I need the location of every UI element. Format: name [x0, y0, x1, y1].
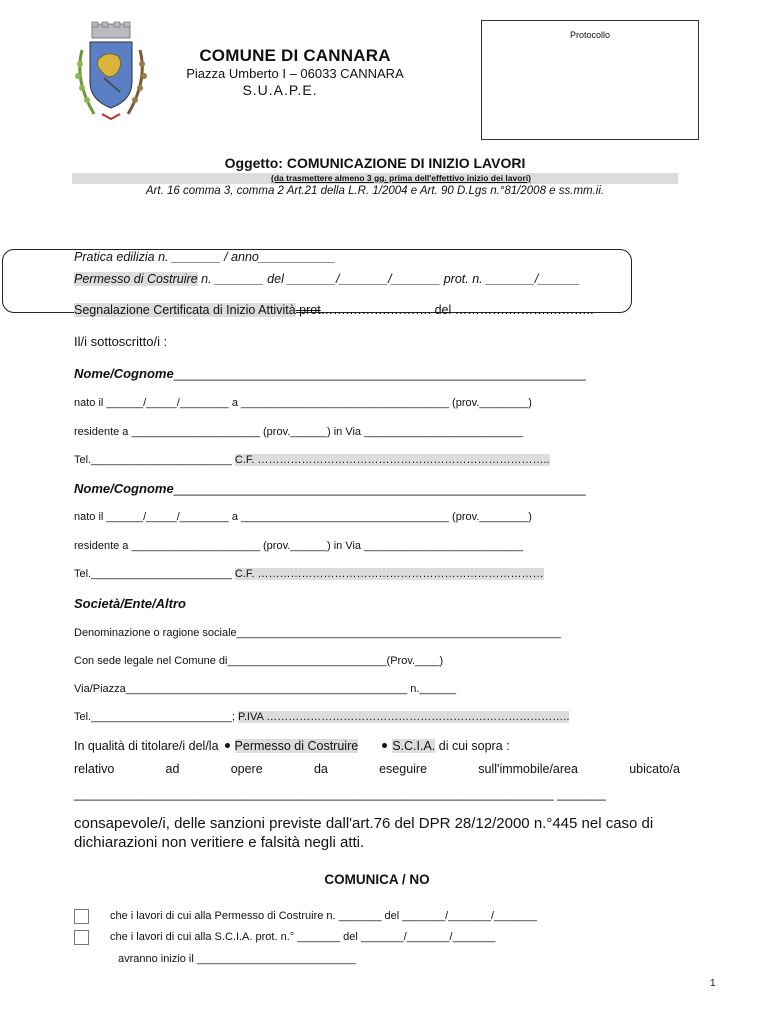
person2-name-row — [74, 481, 586, 496]
relative-word: opere — [230, 762, 263, 776]
capacity-option-permit: Permesso di Costruire — [234, 739, 359, 753]
permit-checkbox[interactable] — [74, 909, 89, 924]
office-name: S.U.A.P.E. — [242, 82, 318, 98]
person2-contacts — [74, 568, 544, 580]
person2-tel: Tel._______________________ — [74, 568, 235, 580]
person1-residence: residente a _____________________ (prov.______) in Via __________________________ — [74, 426, 524, 438]
scia-label: Segnalazione Certificata di Inizio Attività — [74, 303, 296, 317]
company-street: Via/Piazza______________________________________________ n.______ — [74, 683, 457, 695]
person2-birth: nato il ______/_____/________ a __________________________________ (prov.________) — [74, 511, 532, 523]
company-piva: P.IVA ……………………………………………………………………….. — [237, 711, 570, 723]
scia-checkbox[interactable] — [74, 930, 89, 945]
company-seat: Con sede legale nel Comune di__________________________(Prov.____) — [74, 655, 444, 667]
scia-check-text: che i lavori di cui alla S.C.I.A. prot. n.° _______ del _______/_______/_______ — [110, 931, 496, 943]
comunica-heading: COMUNICA / NO — [324, 872, 430, 887]
address-field: _____________________________________________________________________ _______ — [74, 787, 606, 801]
company-tel: Tel._______________________; — [74, 711, 238, 723]
capacity-line — [74, 739, 510, 753]
relative-word: eseguire — [379, 762, 428, 776]
permit-line — [74, 272, 580, 286]
person2-cf: C.F. …………………………………………………………………… — [234, 568, 544, 580]
capacity-suffix: di cui sopra : — [435, 739, 510, 753]
relative-word: relativo — [74, 762, 115, 776]
person2-residence: residente a _____________________ (prov.______) in Via __________________________ — [74, 540, 524, 552]
scia-fields: …….……….………. del ………….……….……….. — [320, 303, 594, 317]
subject-title: Oggetto: COMUNICAZIONE DI INIZIO LAVORI — [224, 155, 526, 171]
person2-name-label: Nome/Cognome — [74, 481, 174, 496]
capacity-option-scia: S.C.I.A. — [392, 739, 436, 753]
company-contacts — [74, 711, 569, 723]
protocol-label: Protocollo — [569, 30, 611, 40]
company-label: Società/Ente/Altro — [74, 596, 186, 611]
relative-word: ubicato/a — [629, 762, 680, 776]
relative-word: da — [313, 762, 328, 776]
person1-name-row — [74, 366, 586, 381]
practice-number-line: Pratica edilizia n. _______ / anno___________ — [74, 250, 336, 264]
relative-line — [74, 762, 680, 776]
person1-cf: C.F. …………………………………………………………………….. — [234, 454, 550, 466]
permit-label: Permesso di Costruire — [74, 272, 198, 286]
person1-birth: nato il ______/_____/________ a __________________________________ (prov.________) — [74, 397, 532, 409]
relative-word: ad — [165, 762, 180, 776]
bullet-icon — [382, 743, 387, 748]
municipal-crest-icon — [72, 20, 150, 122]
start-date-line: avranno inizio il __________________________ — [118, 953, 356, 965]
permit-fields: n. _______ del _______/_______/_______ prot. n. _______/______ — [197, 272, 580, 286]
scia-prot: prot — [295, 303, 321, 317]
legal-reference: Art. 16 comma 3, comma 2 Art.21 della L.R. 1/2004 e Art. 90 D.Lgs n.°81/2008 e ss.mm.ii. — [145, 185, 605, 197]
person1-contacts — [74, 454, 550, 466]
protocol-box — [481, 20, 699, 140]
person1-name-label: Nome/Cognome — [74, 366, 174, 381]
permit-check-text: che i lavori di cui alla Permesso di Costruire n. _______ del _______/_______/_______ — [110, 910, 537, 922]
person2-name-field: _________________________________________________________ — [173, 481, 586, 496]
person1-name-field: _________________________________________________________ — [173, 366, 586, 381]
capacity-prefix: In qualità di titolare/i del/la — [74, 739, 219, 753]
person1-tel: Tel._______________________ — [74, 454, 235, 466]
subject-note: (da trasmettere almeno 3 gg. prima dell'effettivo inizio dei lavori) — [271, 173, 531, 183]
municipality-address: Piazza Umberto I – 06033 CANNARA — [186, 66, 404, 81]
relative-word: sull'immobile/area — [478, 762, 578, 776]
scia-line — [74, 303, 594, 317]
municipality-title: COMUNE DI CANNARA — [199, 46, 391, 65]
bullet-icon — [225, 743, 230, 748]
company-name: Denominazione o ragione sociale_____________________________________________________ — [74, 627, 561, 639]
declaration-text: consapevole/i, delle sanzioni previste dall'art.76 del DPR 28/12/2000 n.°445 nel caso di dichiarazioni non veritiere e falsità negli atti. — [74, 815, 654, 851]
page-number: 1 — [710, 978, 716, 989]
signers-intro: Il/i sottoscritto/i : — [74, 334, 168, 349]
